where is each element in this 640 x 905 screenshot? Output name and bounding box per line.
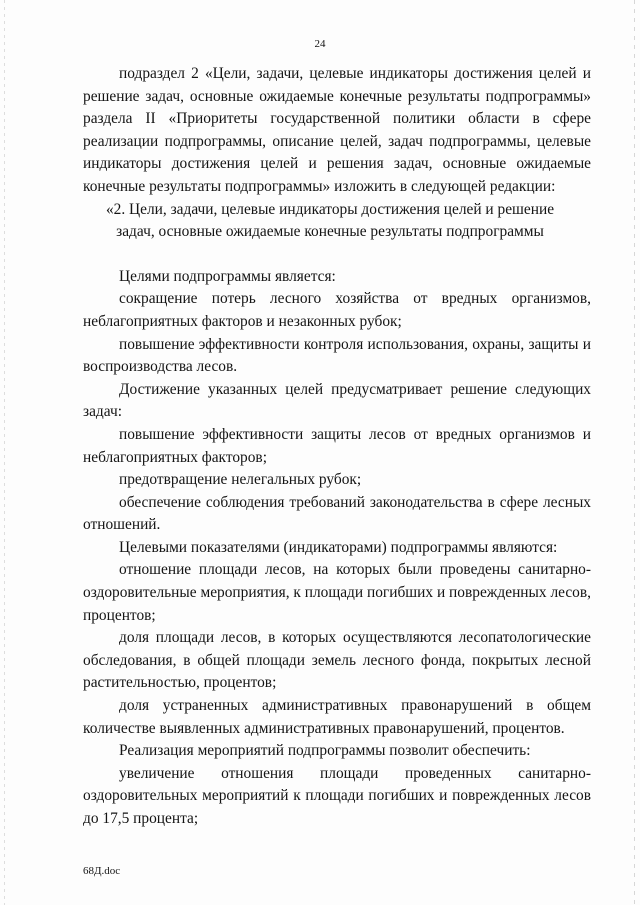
paragraph: Целевыми показателями (индикаторами) подпрограммы являются: [119, 538, 558, 556]
page-number: 24 [314, 38, 326, 50]
file-name-footer: 68Д.doc [83, 865, 121, 877]
spacer [83, 244, 591, 266]
paragraph: повышение эффективности контроля использования, охраны, защиты и воспроизводства лесов. [83, 335, 591, 376]
paragraph: Достижение указанных целей предусматривает решение следующих задач: [83, 380, 591, 421]
paragraph: повышение эффективности защиты лесов от вредных организмов и неблагоприятных факторов; [83, 425, 591, 466]
paragraph: предотвращение нелегальных рубок; [119, 471, 362, 489]
document-body [83, 63, 591, 831]
scan-edge-left [4, 0, 5, 905]
paragraph: доля площади лесов, в которых осуществляются лесопатологические обследования, в общей площади земель лесного фонда, покрытых лесной растительностью, процентов; [83, 629, 591, 692]
paragraph: Реализация мероприятий подпрограммы позволит обеспечить: [119, 742, 531, 760]
paragraph: обеспечение соблюдения требований законодательства в сфере лесных отношений. [83, 493, 591, 534]
section-heading: «2. Цели, задачи, целевые индикаторы достижения целей и решение задач, основные ожидаемые конечные результаты подпрограммы [105, 200, 555, 241]
paragraph: отношение площади лесов, на которых были проведены санитарно-оздоровительные мероприятия, к площади погибших и поврежденных лесов, процентов; [83, 561, 591, 624]
paragraph: подраздел 2 «Цели, задачи, целевые индикаторы достижения целей и решение задач, основные ожидаемые конечные результаты подпрограммы» раздела II «Приоритеты государственной политики области в сфере реализации подпрограммы, описание целей, задач подпрограммы, целевые индикаторы достижения целей и решения задач, основные ожидаемые конечные результаты подпрограммы» изложить в следующей редакции: [83, 65, 591, 195]
paragraph: доля устраненных административных правонарушений в общем количестве выявленных административных правонарушений, процентов. [83, 697, 591, 737]
paragraph: увеличение отношения площади проведенных санитарно-оздоровительных мероприятий к площади погибших и поврежденных лесов до 17,5 процента; [83, 764, 591, 827]
paragraph: Целями подпрограммы является: [119, 267, 336, 285]
paragraph: сокращение потерь лесного хозяйства от вредных организмов, неблагоприятных факторов и незаконных рубок; [83, 290, 591, 330]
scan-edge-right [634, 0, 635, 905]
